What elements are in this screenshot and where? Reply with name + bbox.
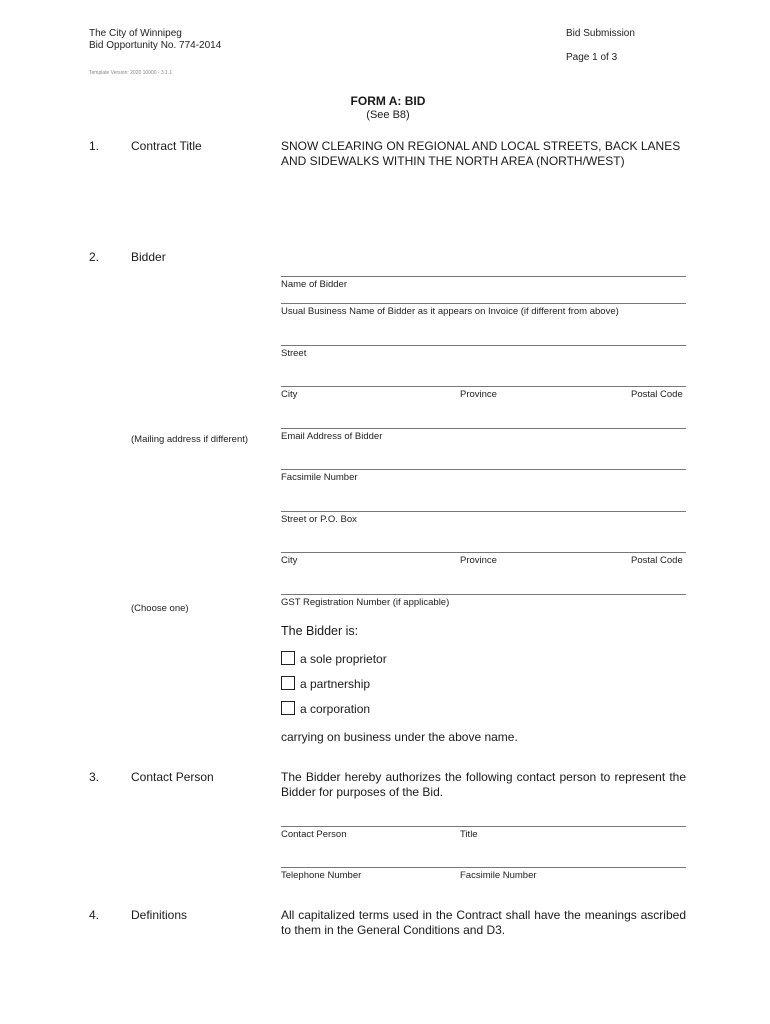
definitions-text: All capitalized terms used in the Contract shall have the meanings ascribed to them in the General Conditions and D3. [281, 908, 686, 937]
city-province-postal-line[interactable] [281, 386, 686, 387]
name-of-bidder-line[interactable] [281, 276, 686, 277]
bidder-is-label: The Bidder is: [281, 624, 359, 638]
business-name-caption: Usual Business Name of Bidder as it appears on Invoice (if different from above) [281, 306, 619, 317]
mailing-address-note: (Mailing address if different) [131, 434, 249, 445]
form-title: FORM A: BID [350, 94, 426, 108]
section-2-number: 2. [89, 250, 100, 264]
business-name-line[interactable] [281, 303, 686, 304]
gst-line[interactable] [281, 594, 686, 595]
section-1-number: 1. [89, 139, 100, 153]
gst-caption: GST Registration Number (if applicable) [281, 597, 450, 608]
telephone-caption: Telephone Number [281, 870, 362, 881]
email-line[interactable] [281, 428, 686, 429]
po-box-line[interactable] [281, 511, 686, 512]
street-line[interactable] [281, 345, 686, 346]
bid-submission-label: Bid Submission [566, 28, 635, 39]
name-of-bidder-caption: Name of Bidder [281, 279, 348, 290]
sole-proprietor-label: a sole proprietor [300, 652, 387, 666]
section-3-label: Contact Person [131, 770, 214, 784]
section-4-number: 4. [89, 908, 100, 922]
fax-line[interactable] [281, 469, 686, 470]
contact-person-authorization-text: The Bidder hereby authorizes the following contact person to represent the Bidder for purposes of the Bid. [281, 770, 686, 799]
contract-title-value: SNOW CLEARING ON REGIONAL AND LOCAL STREETS, BACK LANES AND SIDEWALKS WITHIN THE NORTH AREA (NORTH/WEST) [281, 139, 681, 168]
carrying-on-business-text: carrying on business under the above name. [281, 730, 518, 744]
province-caption: Province [460, 389, 497, 400]
postal-code-caption-2: Postal Code [631, 555, 683, 566]
email-caption: Email Address of Bidder [281, 431, 383, 442]
section-3-number: 3. [89, 770, 100, 784]
title-caption: Title [460, 829, 478, 840]
partnership-checkbox[interactable] [281, 676, 295, 690]
choose-one-note: (Choose one) [131, 603, 189, 614]
sole-proprietor-checkbox[interactable] [281, 651, 295, 665]
fax-caption: Facsimile Number [281, 472, 358, 483]
form-reference: (See B8) [366, 109, 410, 121]
city-caption: City [281, 389, 298, 400]
page-number: Page 1 of 3 [566, 52, 618, 63]
city-name: The City of Winnipeg [89, 28, 182, 39]
contact-person-caption: Contact Person [281, 829, 347, 840]
phone-fax-line[interactable] [281, 867, 686, 868]
corporation-label: a corporation [300, 702, 371, 716]
bid-opportunity-number: Bid Opportunity No. 774-2014 [89, 40, 222, 51]
postal-code-caption: Postal Code [631, 389, 683, 400]
template-version: Template Version: 2020 10000 - 3.1.1 [89, 70, 173, 76]
section-2-label: Bidder [131, 250, 166, 264]
city-province-postal-line-2[interactable] [281, 552, 686, 553]
section-4-label: Definitions [131, 908, 188, 922]
contact-fax-caption: Facsimile Number [460, 870, 537, 881]
city-caption-2: City [281, 555, 298, 566]
section-1-label: Contract Title [131, 139, 202, 153]
po-box-caption: Street or P.O. Box [281, 514, 357, 525]
corporation-checkbox[interactable] [281, 701, 295, 715]
street-caption: Street [281, 348, 307, 359]
contact-title-line[interactable] [281, 826, 686, 827]
province-caption-2: Province [460, 555, 497, 566]
partnership-label: a partnership [300, 677, 371, 691]
